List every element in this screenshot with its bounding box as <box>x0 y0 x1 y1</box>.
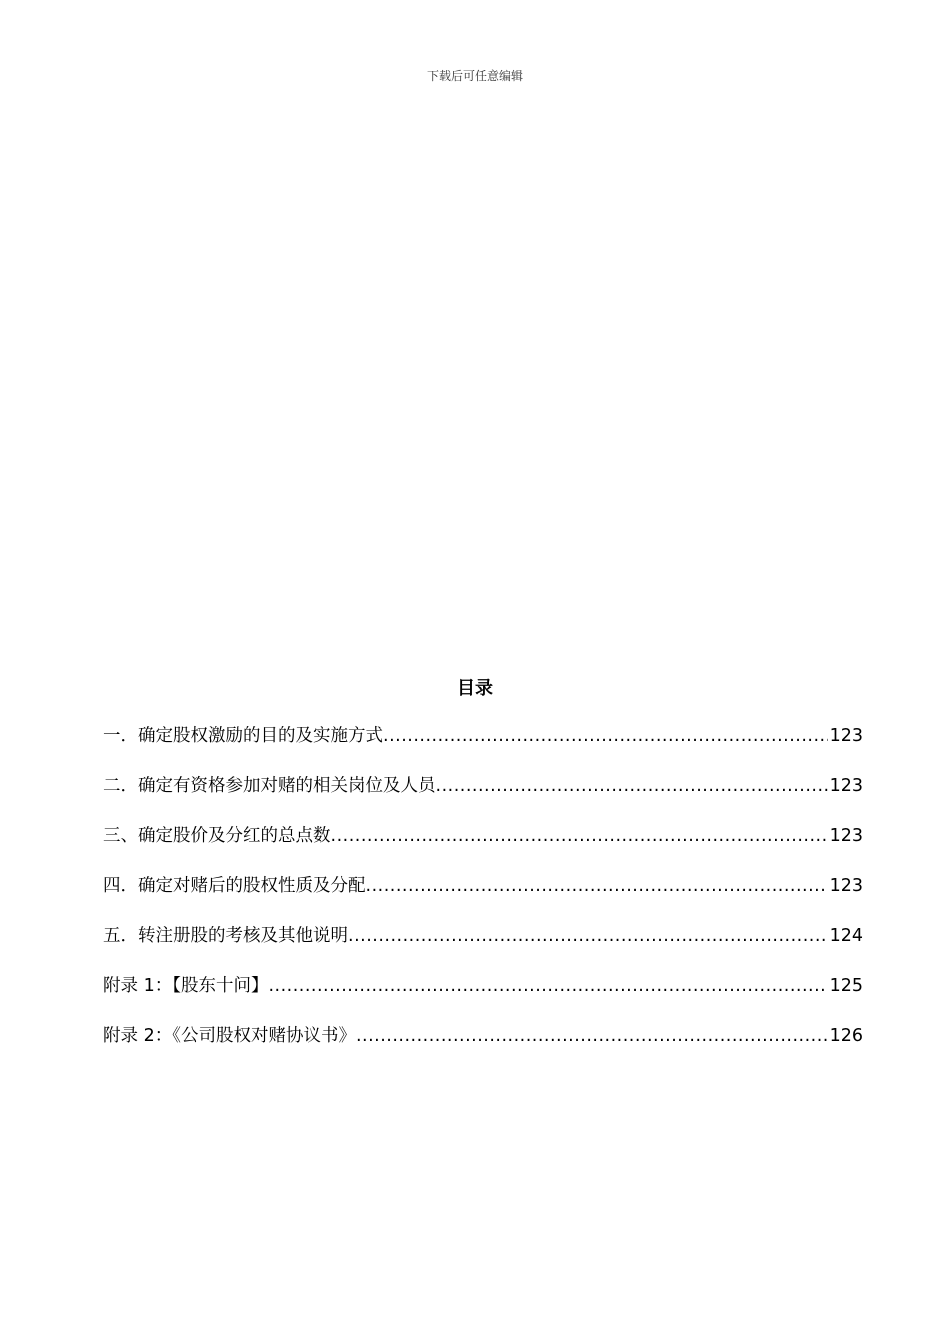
toc-dot-leader <box>383 722 828 750</box>
toc-dot-leader <box>268 972 827 1000</box>
toc-entry-label: 三、确定股价及分红的总点数 <box>103 826 331 846</box>
toc-entry[interactable] <box>103 822 863 872</box>
toc-dot-leader <box>436 772 828 800</box>
toc-entry-label: 附录 1：【股东十问】 <box>103 976 269 996</box>
toc-dot-leader <box>356 1022 828 1050</box>
toc-entry[interactable] <box>103 922 863 972</box>
toc-page-number: 125 <box>829 976 863 996</box>
toc-page-number: 123 <box>829 776 863 796</box>
toc-entry[interactable] <box>103 1022 863 1072</box>
toc-dot-leader <box>331 822 828 850</box>
toc-title: 目录 <box>457 678 493 699</box>
toc-entry-label: 一．确定股权激励的目的及实施方式 <box>103 726 383 746</box>
toc-entry[interactable] <box>103 772 863 822</box>
toc-page-number: 123 <box>829 726 863 746</box>
toc-entry[interactable] <box>103 722 863 772</box>
toc-dot-leader <box>348 922 828 950</box>
toc-page-number: 123 <box>829 876 863 896</box>
toc-entry[interactable] <box>103 872 863 922</box>
table-of-contents <box>103 722 863 1072</box>
toc-entry-label: 五．转注册股的考核及其他说明 <box>103 926 348 946</box>
toc-dot-leader <box>366 872 828 900</box>
toc-entry[interactable] <box>103 972 863 1022</box>
toc-page-number: 124 <box>829 926 863 946</box>
toc-entry-label: 二．确定有资格参加对赌的相关岗位及人员 <box>103 776 436 796</box>
toc-entry-label: 四．确定对赌后的股权性质及分配 <box>103 876 366 896</box>
toc-page-number: 123 <box>829 826 863 846</box>
toc-entry-label: 附录 2：《公司股权对赌协议书》 <box>103 1026 356 1046</box>
toc-page-number: 126 <box>829 1026 863 1046</box>
page-header-note: 下载后可任意编辑 <box>426 69 523 83</box>
